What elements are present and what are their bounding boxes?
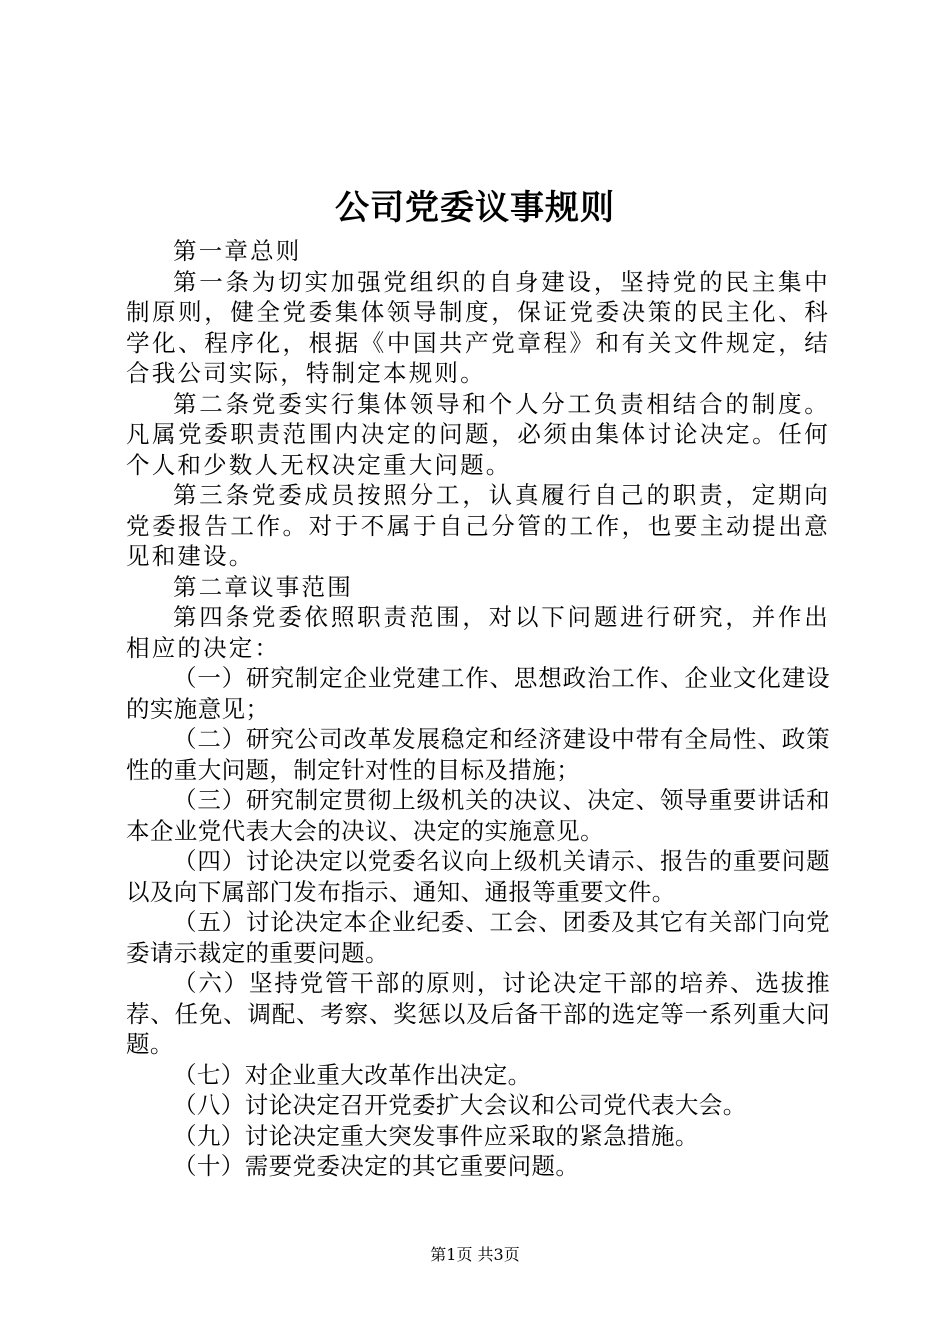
article-paragraph: 第四条党委依照职责范围，对以下问题进行研究，并作出相应的决定： — [126, 603, 830, 662]
page-footer: 第1页 共3页 — [430, 1245, 520, 1264]
list-item: （六）坚持党管干部的原则，讨论决定干部的培养、选拔推荐、任免、调配、考察、奖惩以及后备干部的选定等一系列重大问题。 — [126, 969, 830, 1058]
list-item: （四）讨论决定以党委名议向上级机关请示、报告的重要问题以及向下属部门发布指示、通知、通报等重要文件。 — [126, 847, 830, 906]
list-item: （一）研究制定企业党建工作、思想政治工作、企业文化建设的实施意见； — [126, 664, 830, 723]
article-paragraph: 第三条党委成员按照分工，认真履行自己的职责，定期向党委报告工作。对于不属于自己分管的工作，也要主动提出意见和建设。 — [126, 481, 830, 570]
chapter-heading: 第二章议事范围 — [173, 572, 353, 601]
document-title: 公司党委议事规则 — [335, 188, 615, 228]
list-item: （二）研究公司改革发展稳定和经济建设中带有全局性、政策性的重大问题，制定针对性的目标及措施； — [126, 725, 830, 784]
article-paragraph: 第二条党委实行集体领导和个人分工负责相结合的制度。凡属党委职责范围内决定的问题，必须由集体讨论决定。任何个人和少数人无权决定重大问题。 — [126, 389, 830, 479]
list-item: （五）讨论决定本企业纪委、工会、团委及其它有关部门向党委请示裁定的重要问题。 — [126, 908, 830, 967]
list-item: （八）讨论决定召开党委扩大会议和公司党代表大会。 — [173, 1091, 747, 1119]
list-item: （三）研究制定贯彻上级机关的决议、决定、领导重要讲话和本企业党代表大会的决议、决定的实施意见。 — [126, 786, 830, 845]
article-paragraph: 第一条为切实加强党组织的自身建设，坚持党的民主集中制原则，健全党委集体领导制度，保证党委决策的民主化、科学化、程序化，根据《中国共产党章程》和有关文件规定，结合我公司实际，特制定本规则。 — [126, 267, 830, 387]
list-item: （七）对企业重大改革作出决定。 — [173, 1060, 532, 1089]
list-item: （十）需要党委决定的其它重要问题。 — [173, 1152, 580, 1180]
chapter-heading: 第一章总则 — [173, 237, 302, 265]
document-body — [126, 236, 830, 1182]
list-item: （九）讨论决定重大突发事件应采取的紧急措施。 — [173, 1121, 699, 1150]
